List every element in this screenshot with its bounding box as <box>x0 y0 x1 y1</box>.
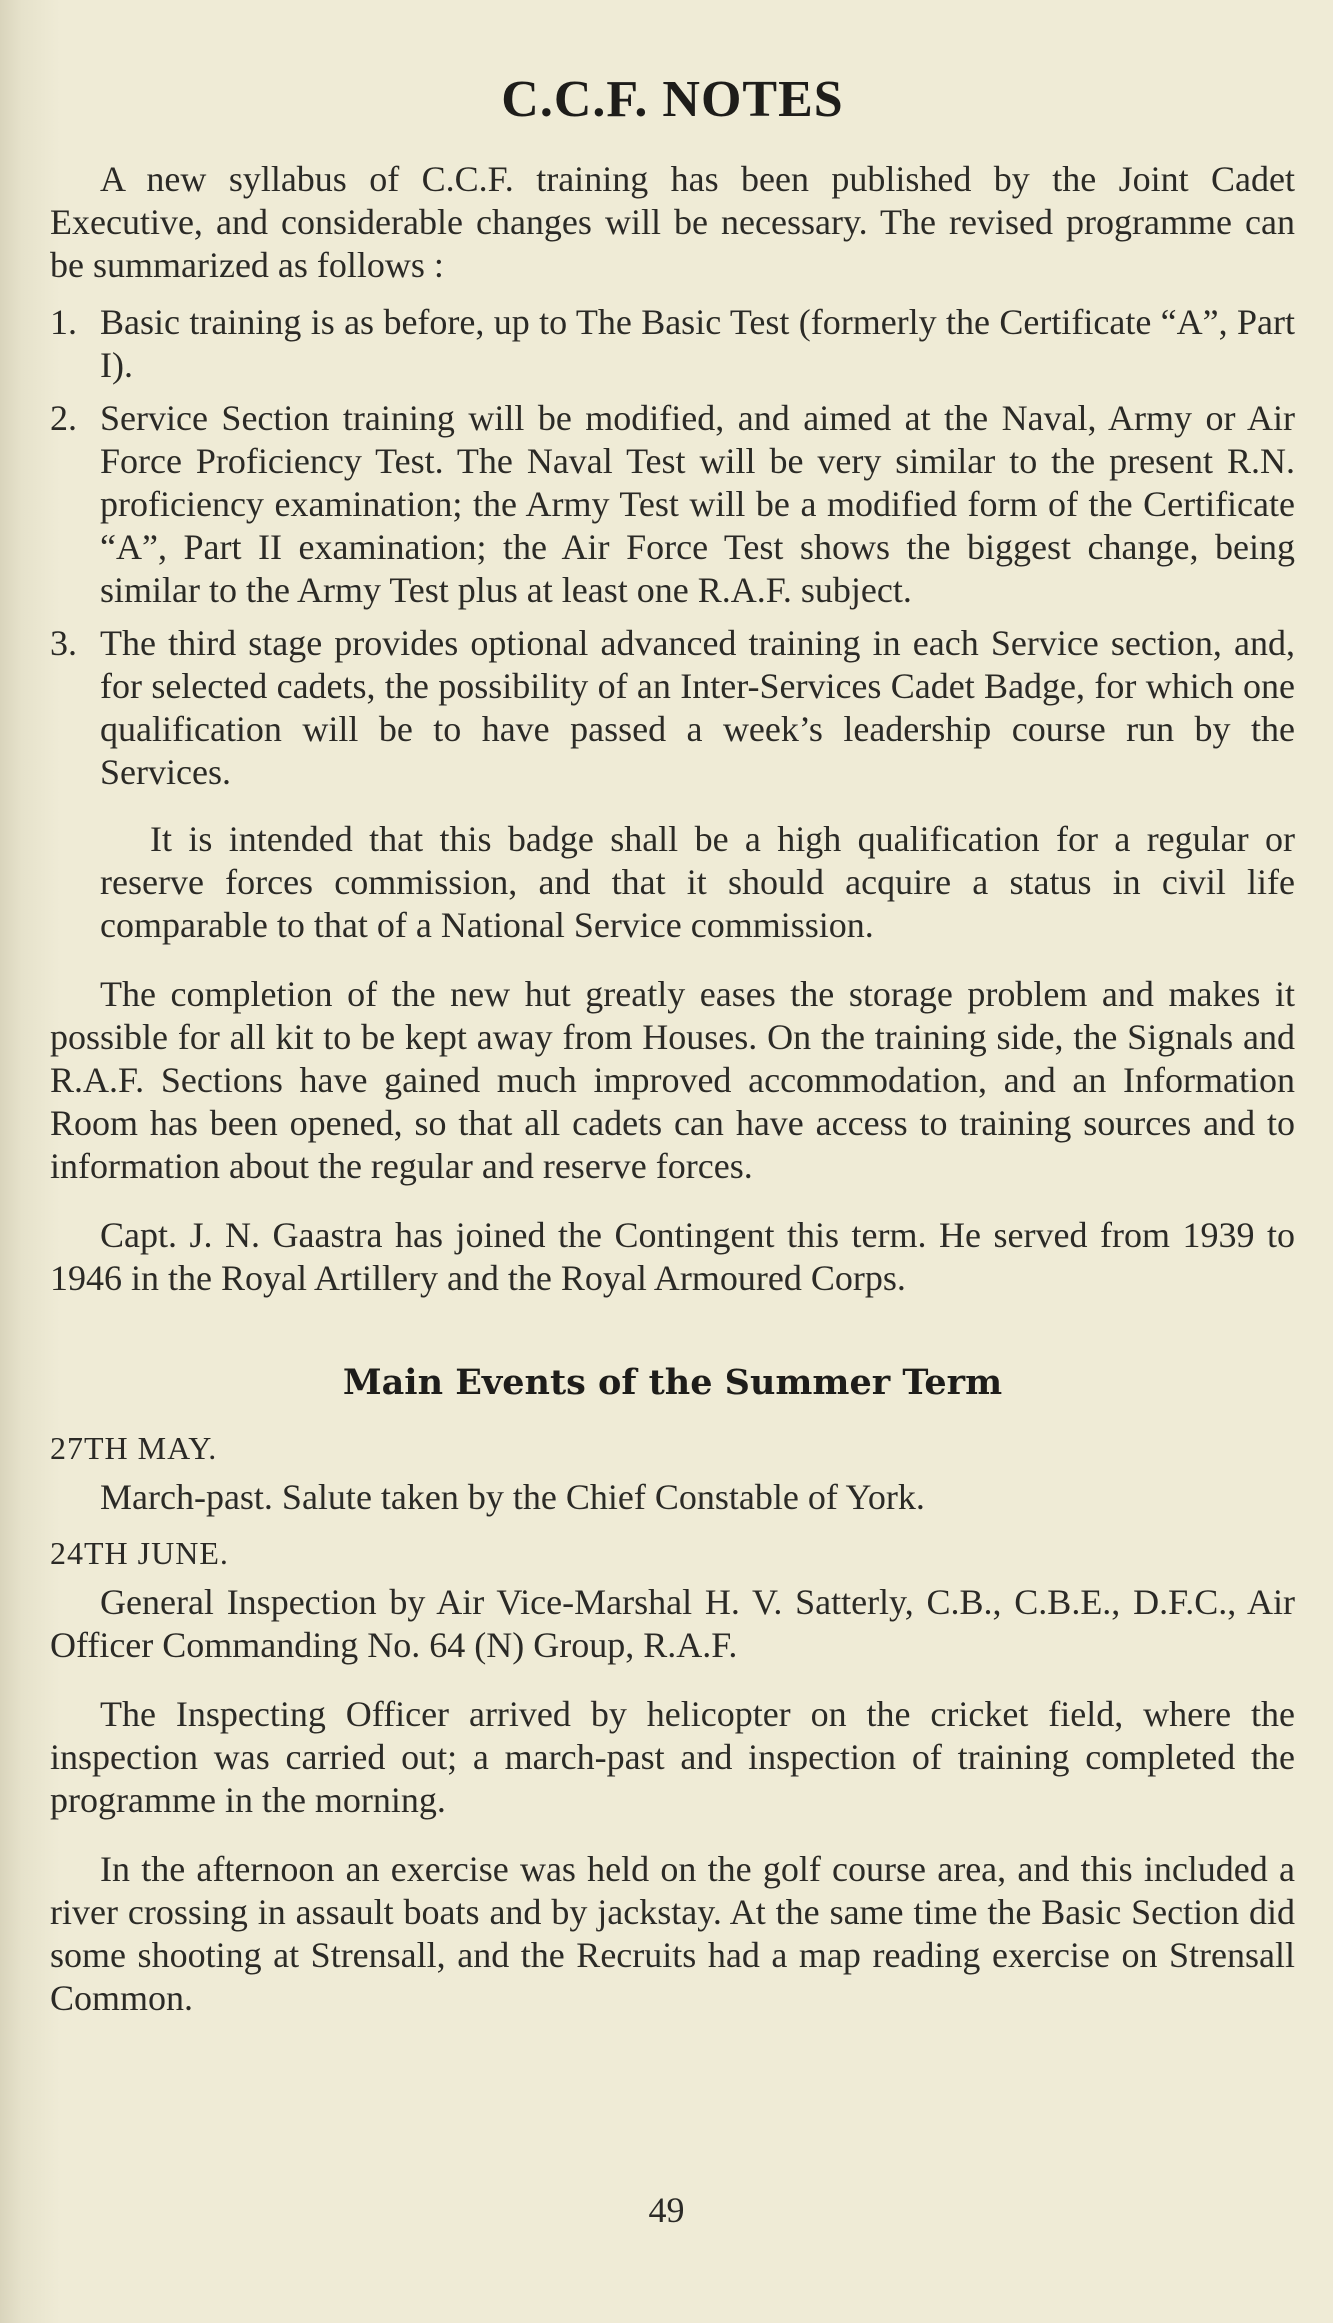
list-item <box>50 301 1295 387</box>
list-item-number: 1. <box>50 302 77 342</box>
event-text: General Inspection by Air Vice-Marshal H. V. Satterly, C.B., C.B.E., D.F.C., Air Officer Commanding No. 64 (N) Group, R.A.F. <box>50 1582 1295 1665</box>
inspection-paragraph: The Inspecting Officer arrived by helicopter on the cricket field, where the inspection was carried out; a march-past and inspection of training completed the programme in the morning. <box>50 1694 1295 1820</box>
training-list <box>50 301 1295 794</box>
list-item <box>50 397 1295 612</box>
intro-paragraph: A new syllabus of C.C.F. training has been published by the Joint Cadet Executive, and considerable changes will be necessary. The revised programme can be summarized as follows : <box>50 159 1295 285</box>
list-item-text: Basic training is as before, up to The Basic Test (formerly the Certificate “A”, Part I). <box>100 302 1295 385</box>
captain-paragraph: Capt. J. N. Gaastra has joined the Contingent this term. He served from 1939 to 1946 in the Royal Artillery and the Royal Armoured Corps. <box>50 1215 1295 1298</box>
hut-paragraph: The completion of the new hut greatly eases the storage problem and makes it possible for all kit to be kept away from Houses. On the training side, the Signals and R.A.F. Sections have gained much improved accommodation, and an Information Room has been opened, so that all cadets can have access to training sources and to information about the regular and reserve forces. <box>50 974 1295 1186</box>
event-date: 27TH MAY. <box>50 1430 218 1466</box>
event-entry <box>50 1533 1295 1667</box>
list-item-number: 2. <box>50 398 77 438</box>
event-entry <box>50 1428 1295 1519</box>
list-item-text: Service Section training will be modified, and aimed at the Naval, Army or Air Force Proficiency Test. The Naval Test will be very similar to the present R.N. proficiency examination; the Army Test will be a modified form of the Certificate “A”, Part II examination; the Air Force Test shows the biggest change, being similar to the Army Test plus at least one R.A.F. subject. <box>100 398 1295 610</box>
page-title: C.C.F. NOTES <box>501 71 844 128</box>
list-item <box>50 622 1295 794</box>
list-item-text: The third stage provides optional advanced training in each Service section, and, for selected cadets, the possibility of an Inter-Services Cadet Badge, for which one qualification will be to have passed a week’s leadership course run by the Services. <box>100 623 1295 792</box>
event-date: 24TH JUNE. <box>50 1535 229 1571</box>
events-heading: Main Events of the Summer Term <box>342 1362 1003 1403</box>
list-item-number: 3. <box>50 623 77 663</box>
badge-paragraph: It is intended that this badge shall be a high qualification for a regular or reserve forces commission, and that it should acquire a status in civil life comparable to that of a National Service commission. <box>100 819 1295 945</box>
page-number: 49 <box>648 2190 685 2230</box>
event-text: March-past. Salute taken by the Chief Constable of York. <box>100 1477 925 1517</box>
page-content <box>50 70 1295 2046</box>
afternoon-paragraph: In the afternoon an exercise was held on the golf course area, and this included a river crossing in assault boats and by jackstay. At the same time the Basic Section did some shooting at Strensall, and the Recruits had a map reading exercise on Strensall Common. <box>50 1849 1295 2018</box>
